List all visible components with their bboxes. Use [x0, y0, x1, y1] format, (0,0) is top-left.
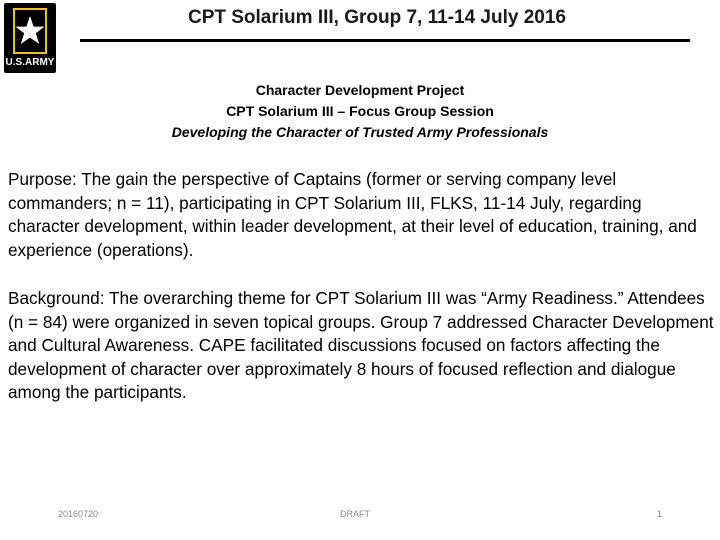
background-paragraph: Background: The overarching theme for CPT Solarium III was “Army Readiness.” Attendees (n = 84) were organized in seven topical groups. Group 7 addressed Character Development and Cultural Awareness. CAPE facilitated discussions focused on factors affecting the development of character over approximately 8 hours of focused reflection and dialogue among the participants. [8, 288, 714, 403]
title-line-1: Character Development Project [255, 82, 465, 98]
logo-text: U.S.ARMY [5, 57, 55, 68]
header-divider [80, 39, 690, 42]
title-line-2: CPT Solarium III – Focus Group Session [226, 103, 494, 119]
footer-draft-status: DRAFT [340, 509, 370, 519]
title-line-3: Developing the Character of Trusted Army Professionals [171, 124, 549, 140]
purpose-paragraph: Purpose: The gain the perspective of Captains (former or serving company level commanders; n = 11), participating in CPT Solarium III, FLKS, 11-14 July, regarding character development, within leader development, at their level of education, training, and experience (operations). [8, 169, 697, 260]
us-army-logo [4, 3, 56, 73]
army-star-icon [4, 3, 56, 59]
footer-date: 20160720 [58, 509, 99, 519]
footer-page-number: 1 [657, 509, 663, 519]
title-block [0, 80, 720, 143]
slide-header-title: CPT Solarium III, Group 7, 11-14 July 2016 [187, 7, 567, 28]
